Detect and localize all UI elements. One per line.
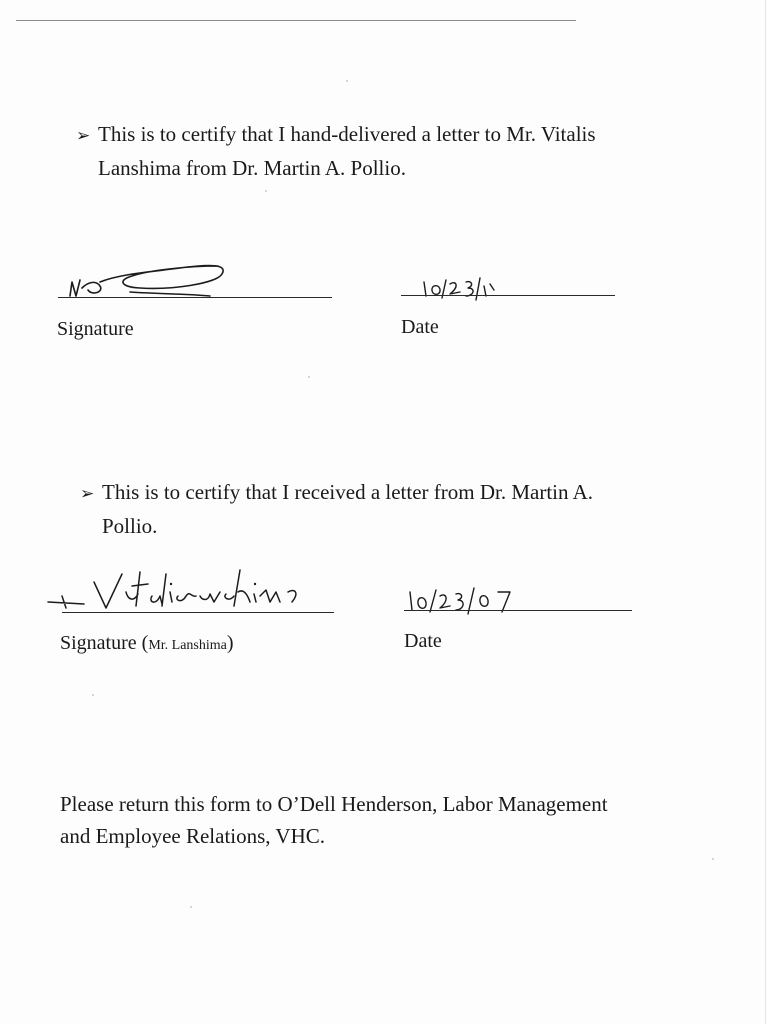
scan-speck [265, 190, 267, 192]
certification-2-line-2: Pollio. [102, 514, 158, 538]
date-label-2: Date [404, 630, 442, 652]
arrow-bullet-icon: ➢ [80, 484, 95, 504]
scan-speck [346, 80, 348, 82]
certification-1-line-2: Lanshima from Dr. Martin A. Pollio. [98, 156, 406, 180]
return-instructions-line-2: and Employee Relations, VHC. [60, 824, 325, 848]
arrow-bullet-icon: ➢ [76, 126, 91, 146]
signature-line-2 [62, 612, 334, 613]
date-label-1: Date [401, 316, 439, 338]
certification-2-line-1: This is to certify that I received a letter from Dr. Martin A. [102, 480, 594, 504]
signature-label-2-text: Signature ( [60, 632, 149, 654]
signature-line-1 [58, 297, 332, 298]
signature-label-1: Signature [57, 318, 134, 340]
certification-2 [80, 476, 740, 542]
handwritten-date-1 [420, 270, 540, 302]
scan-speck [308, 376, 310, 378]
handwritten-signature-2 [44, 562, 314, 614]
handwritten-signature-1 [60, 252, 240, 302]
return-instructions-line-1: Please return this form to O’Dell Henderson, Labor Management [60, 792, 608, 816]
signature-name-small: Mr. Lanshima [148, 638, 227, 653]
certification-1-line-1: This is to certify that I hand-delivered a letter to Mr. Vitalis [98, 122, 596, 146]
date-line-2 [404, 610, 632, 611]
scan-speck [712, 858, 714, 860]
scan-speck [92, 694, 94, 696]
signature-label-2-close: ) [226, 632, 234, 654]
scan-edge [765, 0, 766, 1024]
scan-speck [190, 906, 192, 908]
top-rule [16, 20, 576, 21]
signature-label-2 [60, 630, 234, 659]
return-instructions [60, 788, 720, 852]
date-line-1 [401, 295, 615, 296]
certification-1 [76, 118, 736, 184]
